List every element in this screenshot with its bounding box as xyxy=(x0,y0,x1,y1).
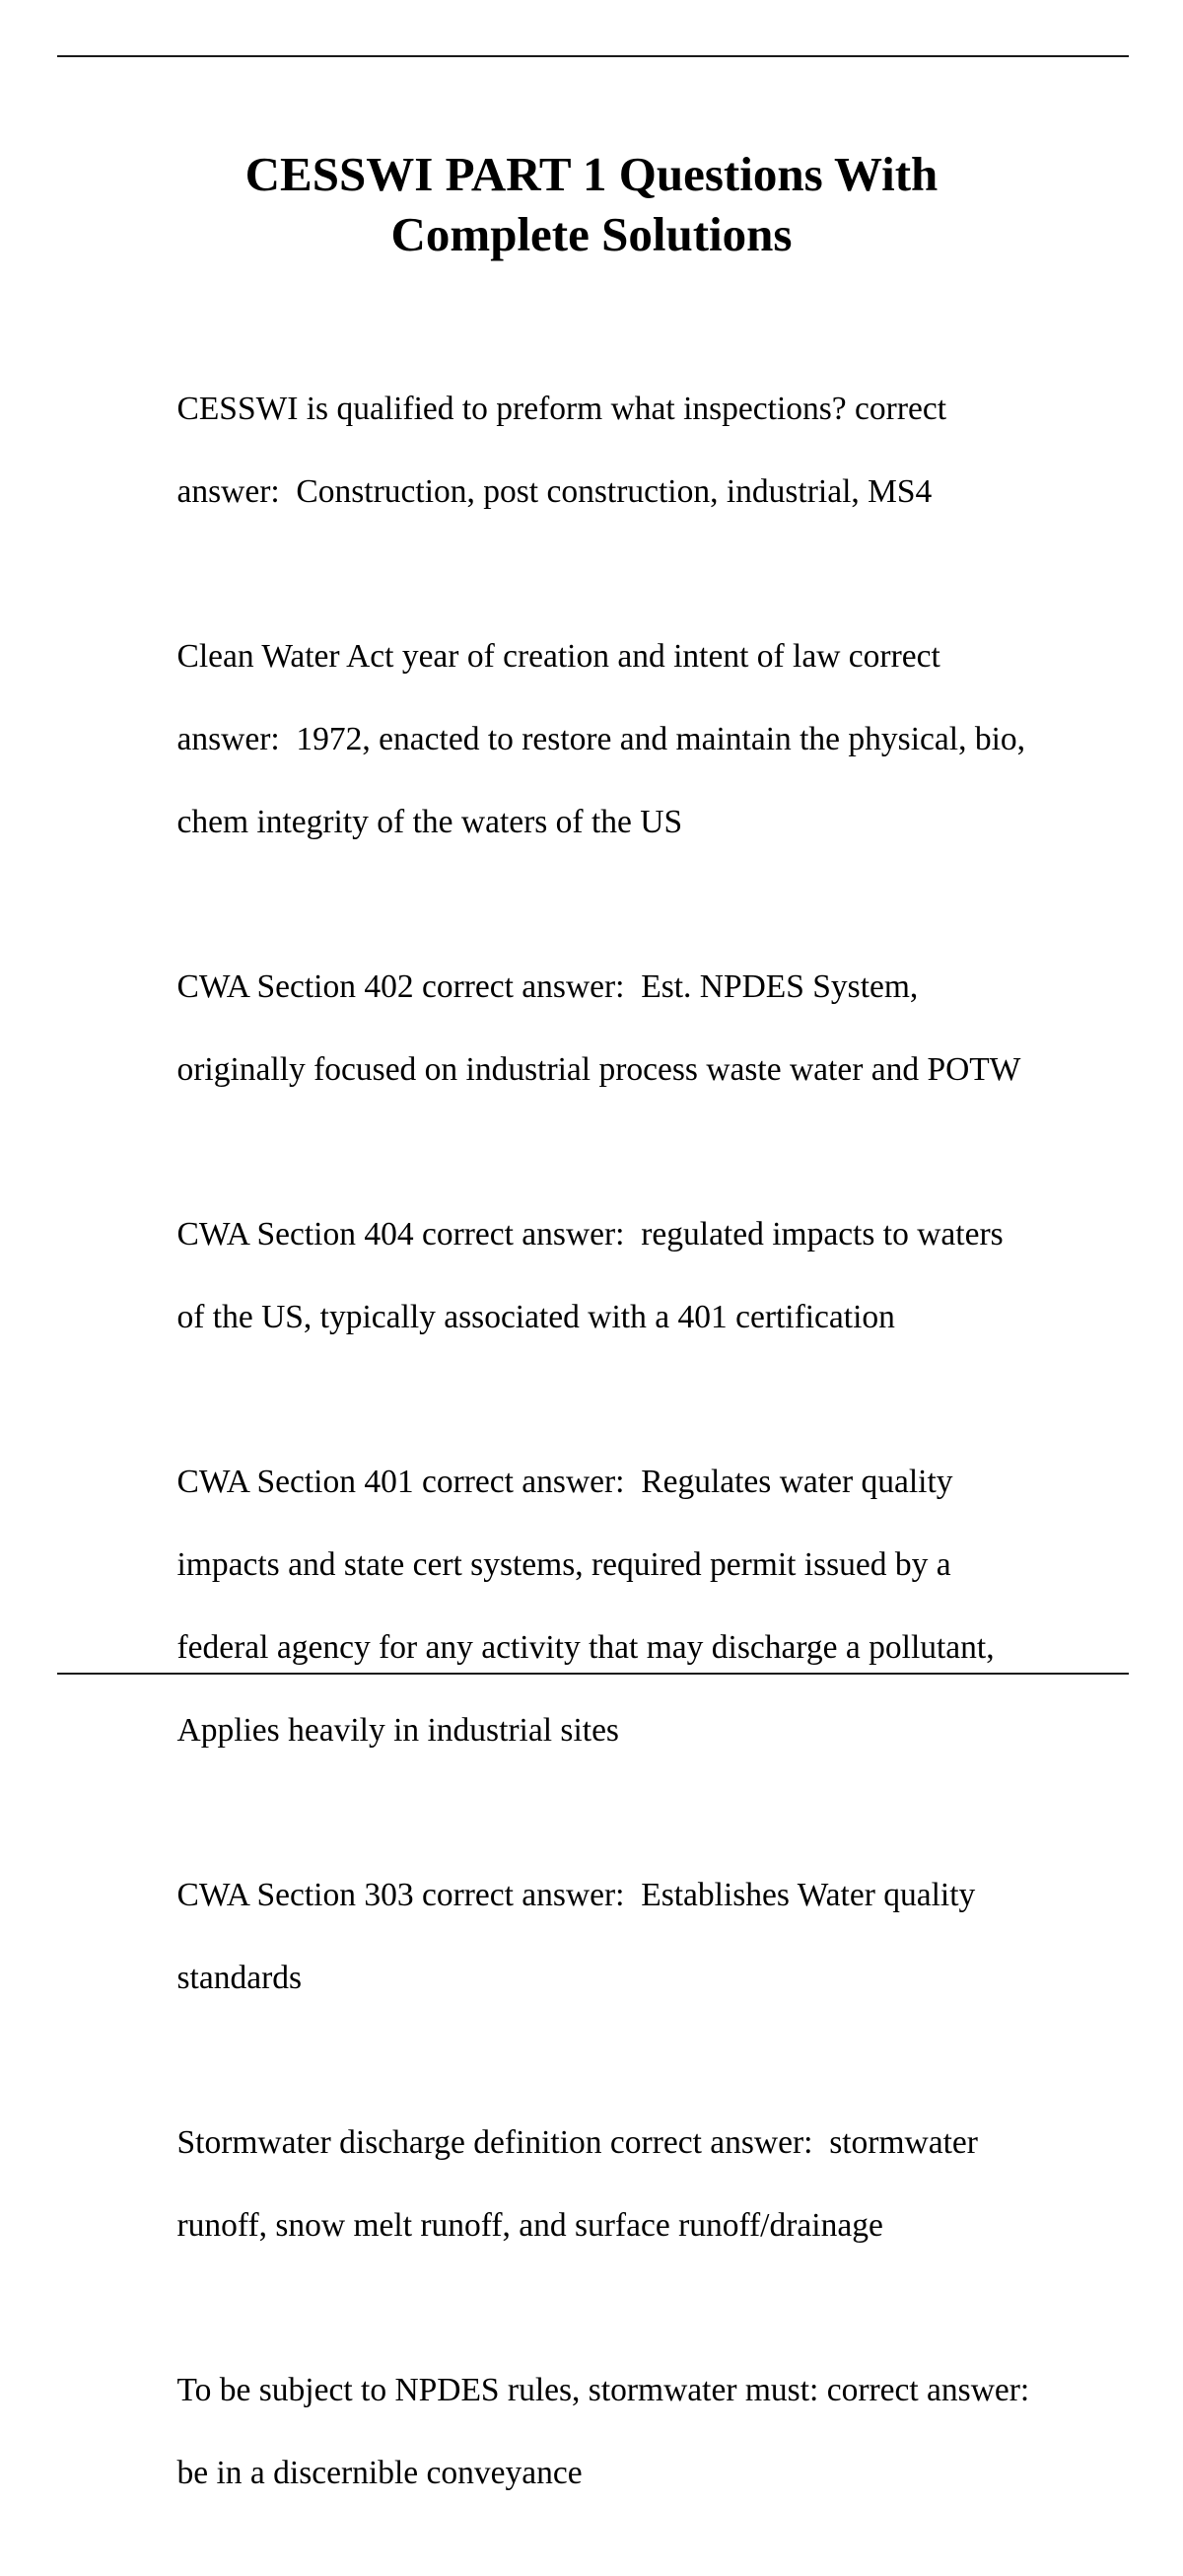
qa-line: chem integrity of the waters of the US xyxy=(176,804,683,840)
qa-line: be in a discernible conveyance xyxy=(176,2455,583,2491)
qa-line: To be subject to NPDES rules, stormwater must: correct answer: xyxy=(176,2372,1030,2408)
qa-line: federal agency for any activity that may discharge a pollutant, xyxy=(176,1629,995,1666)
qa-line: CWA Section 404 correct answer: regulated impacts to waters xyxy=(176,1216,1004,1252)
qa-item xyxy=(144,1833,1140,2040)
title-line: CESSWI PART 1 Questions With xyxy=(244,147,939,201)
qa-item xyxy=(144,2328,1140,2536)
footer-rule xyxy=(57,1673,1129,1675)
qa-line: CWA Section 303 correct answer: Establishes Water quality xyxy=(176,1877,976,1913)
qa-line: Clean Water Act year of creation and intent of law correct xyxy=(176,638,940,675)
qa-line: Stormwater discharge definition correct answer: stormwater xyxy=(176,2124,978,2161)
qa-line: originally focused on industrial process waste water and POTW xyxy=(176,1051,1021,1088)
title-line: Complete Solutions xyxy=(390,207,793,261)
qa-line: Applies heavily in industrial sites xyxy=(176,1712,619,1749)
qa-line: impacts and state cert systems, required permit issued by a xyxy=(176,1546,951,1583)
qa-list xyxy=(144,347,1140,2576)
qa-line: answer: Construction, post construction, industrial, MS4 xyxy=(176,473,933,510)
qa-line: standards xyxy=(176,1960,303,1996)
qa-item xyxy=(144,1420,1140,1793)
qa-line: answer: 1972, enacted to restore and maintain the physical, bio, xyxy=(176,721,1025,757)
qa-item xyxy=(144,1173,1140,1380)
qa-line: CWA Section 401 correct answer: Regulates water quality xyxy=(176,1464,953,1500)
qa-line: runoff, snow melt runoff, and surface runoff/drainage xyxy=(176,2207,883,2244)
page-title xyxy=(99,144,1084,264)
qa-item xyxy=(144,595,1140,885)
qa-line: CWA Section 402 correct answer: Est. NPDES System, xyxy=(176,968,919,1005)
qa-line: CESSWI is qualified to preform what inspections? correct xyxy=(176,391,947,427)
qa-line: of the US, typically associated with a 401 certification xyxy=(176,1299,895,1335)
qa-item xyxy=(144,925,1140,1132)
qa-item xyxy=(144,347,1140,554)
qa-item xyxy=(144,2081,1140,2288)
header-rule xyxy=(57,55,1129,57)
